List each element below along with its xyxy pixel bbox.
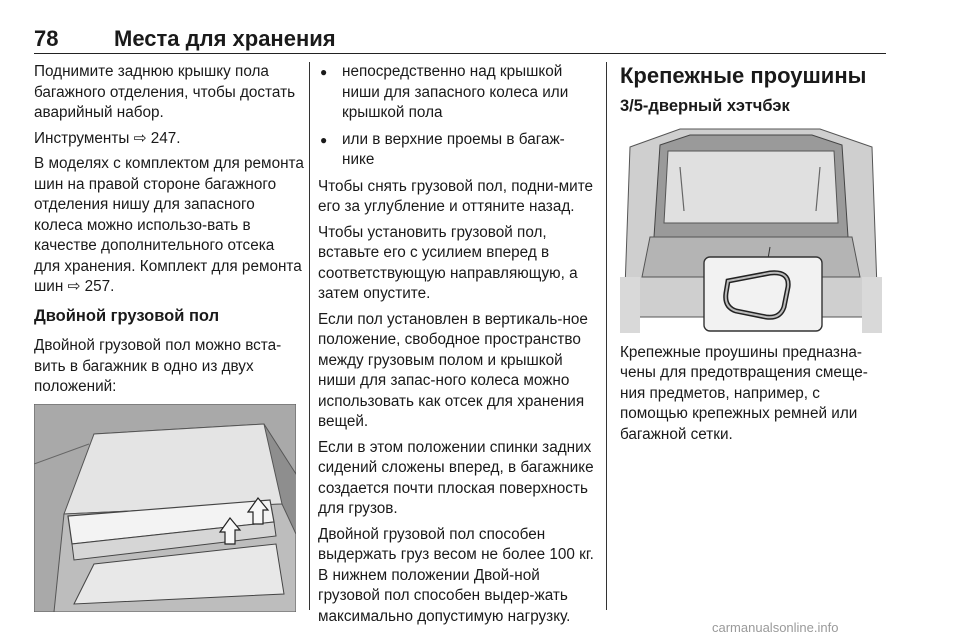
paragraph [34,129,304,150]
page-number: 78 [34,26,59,51]
paragraph: Крепежные проушины предназна-чены для предотвращения смеще-ния предметов, например, с помощью крепежных ремней или багажной сетки. [620,343,868,443]
section-heading: Крепежные проушины [620,63,867,88]
page-header [34,24,886,54]
column-divider [309,62,310,610]
section-subheading: Двойной грузовой пол [34,306,220,325]
reference-arrow-icon: ⇨ [67,278,81,295]
page-title: Места для хранения [114,26,336,51]
paragraph-text: Инструменты [34,129,130,147]
spacer [620,333,890,343]
paragraph: Если в этом положении спинки задних сидений сложены вперед, в багажнике создается почти плоская поверхность для грузов. [318,438,594,517]
paragraph: Чтобы снять грузовой пол, подни-мите его за углубление и оттяните назад. [318,177,594,215]
page-reference-link[interactable]: 247. [150,129,181,147]
paragraph: Двойной грузовой пол можно вста-вить в багажник в одно из двух положений: [34,337,282,395]
page-reference-link[interactable]: 257. [84,278,115,295]
paragraph [34,154,304,298]
paragraph-text: В моделях с комплектом для ремонта шин на правой стороне багажного отделения нишу для запасного колеса можно использо-вать в качестве дополнительного отсека для хранения. Комплект для ремонта шин [34,155,304,295]
column-middle [318,62,594,632]
cargo-floor-illustration [34,404,296,612]
paragraph: Чтобы установить грузовой пол, вставьте его с усилием вперед в соответствующую направляющую, а затем опустите. [318,223,578,302]
lashing-eyes-illustration [620,127,882,333]
column-left [34,62,304,612]
list-item: ● или в верхние проемы в багаж-нике [318,130,594,171]
paragraph: Если пол установлен в вертикаль-ное положение, свободное пространство между грузовым полом и крышкой ниши для запас-ного колеса можно использовать как отсек для хранения вещей. [318,310,588,430]
bullet-list [318,62,594,171]
reference-arrow-icon: ⇨ [133,129,147,147]
column-divider [606,62,607,610]
section-subheading: 3/5-дверный хэтчбэк [620,97,790,115]
paragraph: Двойной грузовой пол способен выдержать груз весом не более 100 кг. В нижнем положении Двой-ной грузовой пол способен выдер-жать максимально допустимую нагрузку. [318,525,594,625]
list-item: ● непосредственно над крышкой ниши для запасного колеса или крышкой пола [318,62,594,124]
column-right [620,62,890,450]
paragraph: Поднимите заднюю крышку пола багажного отделения, чтобы достать аварийный набор. [34,63,296,121]
watermark: carmanualsonline.info [712,620,839,635]
